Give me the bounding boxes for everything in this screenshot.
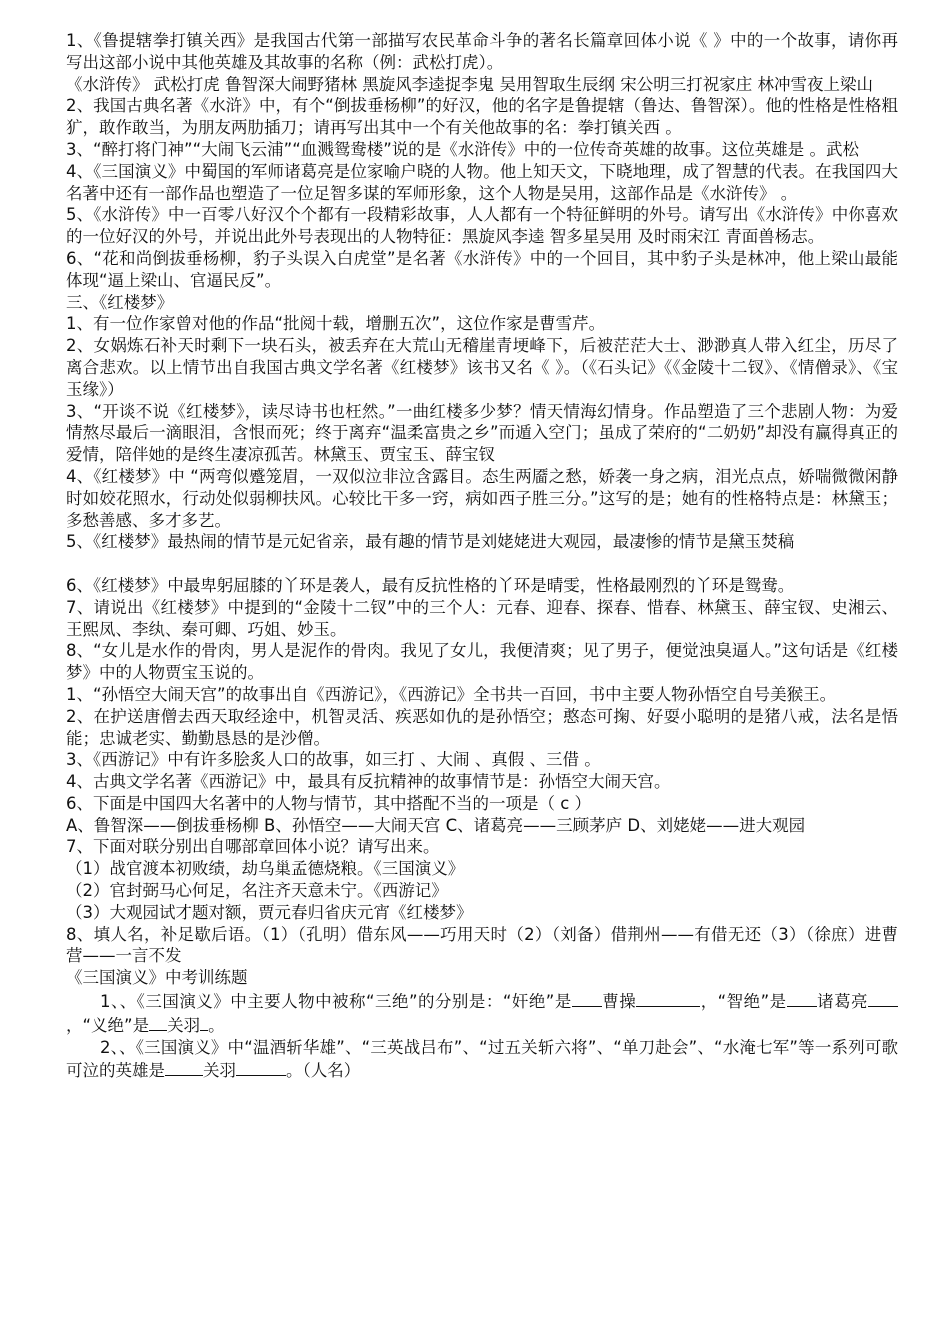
question-text: ，“义绝”是	[66, 1015, 150, 1035]
document-paragraph: 3、《西游记》中有许多脍炙人口的故事，如三打 、大闹 、真假 、三借 。	[66, 750, 601, 770]
document-paragraph: （1）战官渡本初败绩，劫乌巢孟德烧粮。《三国演义》	[66, 859, 465, 879]
document-paragraph: 《水浒传》 武松打虎 鲁智深大闹野猪林 黑旋风李逵捉李鬼 吴用智取生辰纲 宋公明三打祝家庄 林冲雪夜上梁山	[66, 74, 873, 94]
document-paragraph: 8、填人名，补足歇后语。（1）（孔明）借东风——巧用天时（2）（刘备）借荆州——有借无还（3）（徐庶）进曹营——一言不发	[66, 924, 898, 966]
document-paragraph: 6、下面是中国四大名著中的人物与情节，其中搭配不当的一项是（ c ）	[66, 793, 592, 813]
document-paragraph: 6、《红楼梦》中最卑躬屈膝的丫环是袭人，最有反抗性格的丫环是晴雯，性格最刚烈的丫环是鸳鸯。	[66, 575, 795, 595]
answer-blank	[868, 989, 898, 1007]
document-paragraph: （3）大观园试才题对额，贾元春归省庆元宵《红楼梦》	[66, 902, 473, 922]
document-paragraph: 4、古典文学名著《西游记》中，最具有反抗精神的故事情节是：孙悟空大闹天宫。	[66, 772, 671, 792]
document-page	[66, 30, 898, 1082]
document-paragraph: 6、“花和尚倒拔垂杨柳，豹子头误入白虎堂”是名著《水浒传》中的一个回目，其中豹子头是林冲，他上梁山最能体现“逼上梁山、官逼民反”。	[66, 248, 898, 290]
answer-blank	[636, 989, 700, 1007]
question-hero-guanyu	[66, 1037, 898, 1083]
document-body	[66, 30, 898, 989]
document-paragraph: 1、“孙悟空大闹天宫”的故事出自《西游记》，《西游记》全书共一百回，书中主要人物孙悟空自号美猴王。	[66, 684, 837, 704]
answer-blank	[787, 989, 817, 1007]
document-paragraph: A、鲁智深——倒拔垂杨柳 B、孙悟空——大闹天宫 C、诸葛亮——三顾茅庐 D、刘姥姥——进大观园	[66, 815, 806, 835]
answer-blank	[236, 1058, 286, 1076]
answer-blank	[572, 989, 602, 1007]
answer-text: 关羽	[203, 1061, 236, 1081]
document-paragraph: 7、下面对联分别出自哪部章回体小说？请写出来。	[66, 837, 440, 857]
answer-blank	[149, 1013, 167, 1031]
document-paragraph: 4、《三国演义》中蜀国的军师诸葛亮是位家喻户晓的人物。他上知天文，下晓地理，成了智慧的代表。在我国四大名著中还有一部作品也塑造了一位足智多谋的军师形象，这个人物是吴用，这部作品是《水浒传》 。	[66, 161, 898, 203]
document-paragraph: 2、在护送唐僧去西天取经途中，机智灵活、疾恶如仇的是孙悟空；憨态可掬、好耍小聪明的是猪八戒，法名是悟能；忠诚老实、勤勤恳恳的是沙僧。	[66, 706, 898, 748]
question-three-masters	[66, 989, 898, 1037]
document-paragraph: 3、“开谈不说《红楼梦》，读尽诗书也枉然。”一曲红楼多少梦？情天情海幻情身。作品塑造了三个悲剧人物：为爱情熬尽最后一滴眼泪，含恨而死；终于离弃“温柔富贵之乡”而遁入空门；虽成了荣府的“二奶奶”却没有赢得真正的爱情，陪伴她的是终生凄凉孤苦。林黛玉、贾宝玉、薛宝钗	[66, 401, 898, 465]
answer-text: 诸葛亮	[816, 992, 869, 1012]
answer-text: 关羽	[167, 1015, 201, 1035]
document-paragraph: 7、请说出《红楼梦》中提到的“金陵十二钗”中的三个人：元春、迎春、探春、惜春、林黛玉、薛宝钗、史湘云、王熙凤、李纨、秦可卿、巧姐、妙玉。	[66, 597, 898, 639]
document-paragraph: （2）官封弼马心何足，名注齐天意未宁。《西游记》	[66, 881, 448, 901]
question-text: 。	[208, 1015, 225, 1035]
document-paragraph: 1、有一位作家曾对他的作品“批阅十载，增删五次”，这位作家是曹雪芹。	[66, 314, 606, 334]
document-paragraph: 《三国演义》中考训练题	[66, 968, 248, 988]
question-text: 。（人名）	[286, 1061, 361, 1081]
document-paragraph: 1、《鲁提辖拳打镇关西》是我国古代第一部描写农民革命斗争的著名长篇章回体小说《 》中的一个故事，请你再写出这部小说中其他英雄及其故事的名称（例：武松打虎）。	[66, 31, 898, 72]
answer-blank	[200, 1013, 208, 1031]
answer-text: 曹操	[601, 992, 637, 1012]
question-text: 1、、《三国演义》中主要人物中被称“三绝”的分别是：“奸绝”是	[100, 992, 572, 1012]
document-paragraph: 5、《红楼梦》最热闹的情节是元妃省亲，最有趣的情节是刘姥姥进大观园，最凄惨的情节是黛玉焚稿	[66, 532, 795, 552]
document-paragraph: 4、《红楼梦》中 “两弯似蹙笼眉，一双似泣非泣含露目。态生两靥之愁，娇袭一身之病，泪光点点，娇喘微微闲静时如姣花照水，行动处似弱柳扶风。心较比干多一窍，病如西子胜三分。”这写的是；她有的性格特点是：林黛玉；多愁善感、多才多艺。	[66, 466, 898, 530]
document-paragraph: 2、我国古典名著《水浒》中，有个“倒拔垂杨柳”的好汉，他的名字是鲁提辖（鲁达、鲁智深）。他的性格是性格粗犷，敢作敢当，为朋友两肋插刀；请再写出其中一个有关他故事的名：拳打镇关西 。	[66, 96, 898, 138]
document-paragraph: 8、“女儿是水作的骨肉，男人是泥作的骨肉。我见了女儿，我便清爽；见了男子，便觉浊臭逼人。”这句话是《红楼梦》中的人物贾宝玉说的。	[66, 641, 898, 683]
question-text: 2、、《三国演义》中“温酒斩华雄”、“三英战吕布”、“过五关斩六将”、“单刀赴会”、“水淹七军”等一系列可歌可泣的英雄是	[66, 1037, 898, 1081]
document-paragraph: 3、“醉打将门神”“大闹飞云浦”“血溅鸳鸯楼”说的是《水浒传》中的一位传奇英雄的故事。这位英雄是 。武松	[66, 139, 860, 159]
document-paragraph	[66, 553, 898, 575]
document-paragraph: 5、《水浒传》中一百零八好汉个个都有一段精彩故事，人人都有一个特征鲜明的外号。请写出《水浒传》中你喜欢的一位好汉的外号，并说出此外号表现出的人物特征：黑旋风李逵 智多星吴用 及时雨宋江 青面兽杨志。	[66, 205, 898, 247]
document-paragraph: 三、《红楼梦》	[66, 292, 174, 312]
answer-blank	[165, 1058, 203, 1076]
question-text: ，“智绝”是	[700, 992, 787, 1012]
document-paragraph: 2、女娲炼石补天时剩下一块石头，被丢弃在大荒山无稽崖青埂峰下，后被茫茫大士、渺渺真人带入红尘，历尽了离合悲欢。以上情节出自我国古典文学名著《红楼梦》该书又名《 》。（《石头记》《《金陵十二钗》、《情僧录》、《宝玉缘》）	[66, 336, 898, 399]
